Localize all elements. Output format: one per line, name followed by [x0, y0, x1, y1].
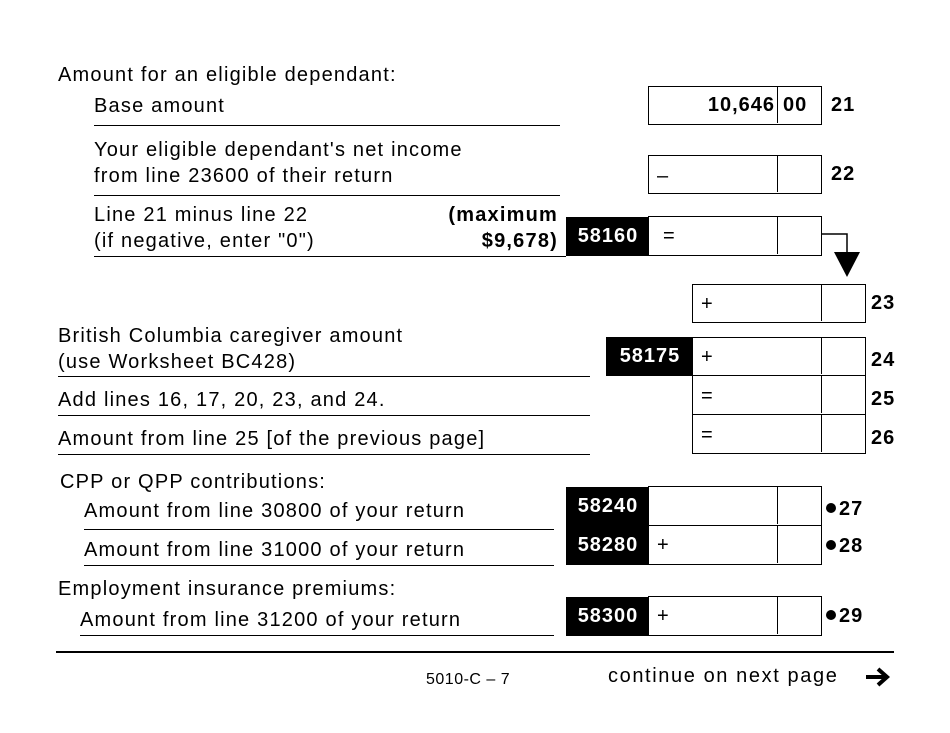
line-26-field[interactable]: [692, 414, 866, 454]
base-amount-label: Base amount: [94, 95, 226, 117]
line-27-field[interactable]: [648, 486, 822, 526]
equals-sign: =: [701, 385, 713, 407]
difference-label-2: (if negative, enter "0"): [94, 230, 315, 252]
code-58160: 58160: [566, 217, 650, 256]
cents-separator: [821, 338, 822, 374]
line-number-28: 28: [826, 534, 863, 558]
divider: [84, 529, 554, 530]
difference-label-1: Line 21 minus line 22: [94, 204, 309, 226]
net-income-label-1: Your eligible dependant's net income: [94, 139, 463, 161]
divider: [58, 454, 590, 455]
base-amount-dollars: 10,646: [707, 94, 775, 116]
plus-sign: +: [701, 293, 713, 315]
minus-sign: –: [657, 165, 669, 187]
bullet-icon: [826, 503, 836, 513]
line-58160-field[interactable]: [648, 216, 822, 256]
line-27-label: Amount from line 30800 of your return: [84, 500, 466, 522]
plus-sign: +: [657, 605, 669, 627]
line-22-field[interactable]: [648, 155, 822, 194]
footer-rule: [56, 651, 894, 653]
cents-separator: [821, 376, 822, 413]
code-58300: 58300: [566, 597, 650, 636]
equals-sign: =: [701, 424, 713, 446]
divider: [84, 565, 554, 566]
line-number-29: 29: [826, 604, 863, 628]
arrow-right-icon: [864, 666, 892, 688]
line-number-23: 23: [871, 292, 896, 314]
line-29-field[interactable]: [648, 596, 822, 636]
line-number-25: 25: [871, 388, 896, 410]
line-24-field[interactable]: [692, 337, 866, 376]
cents-separator: [777, 217, 778, 254]
form-page-id: 5010-C – 7: [426, 671, 511, 688]
cents-separator: [777, 526, 778, 563]
cents-separator: [821, 285, 822, 321]
caregiver-label-2: (use Worksheet BC428): [58, 351, 297, 373]
line-29-label: Amount from line 31200 of your return: [80, 609, 462, 631]
line-number-24: 24: [871, 349, 896, 371]
cpp-heading: CPP or QPP contributions:: [60, 471, 327, 493]
code-58175: 58175: [606, 337, 694, 376]
net-income-label-2: from line 23600 of their return: [94, 165, 394, 187]
divider: [94, 256, 566, 257]
bullet-icon: [826, 610, 836, 620]
section-heading-eligible-dependant: Amount for an eligible dependant:: [58, 64, 397, 86]
divider: [94, 195, 560, 196]
divider: [58, 415, 590, 416]
line-number-27: 27: [826, 497, 863, 521]
line-number-21: 21: [831, 94, 856, 116]
cents-separator: [777, 156, 778, 192]
base-amount-cents: 00: [783, 94, 808, 116]
cents-separator: [777, 597, 778, 634]
divider: [94, 125, 560, 126]
plus-sign: +: [701, 346, 713, 368]
divider: [58, 376, 590, 377]
cents-separator: [821, 415, 822, 452]
carry-down-arrow-icon: [820, 228, 870, 280]
line-23-field[interactable]: [692, 284, 866, 323]
bullet-icon: [826, 540, 836, 550]
line-number-26: 26: [871, 427, 896, 449]
line-26-label: Amount from line 25 [of the previous page]: [58, 428, 486, 450]
maximum-label-1: (maximum: [448, 204, 558, 226]
ei-heading: Employment insurance premiums:: [58, 578, 397, 600]
cents-separator: [777, 87, 778, 123]
divider: [80, 635, 554, 636]
code-58280: 58280: [566, 526, 650, 565]
code-58240: 58240: [566, 487, 650, 526]
line-28-field[interactable]: [648, 525, 822, 565]
maximum-label-2: $9,678): [481, 230, 558, 252]
plus-sign: +: [657, 534, 669, 556]
line-21-field[interactable]: [648, 86, 822, 125]
line-28-label: Amount from line 31000 of your return: [84, 539, 466, 561]
caregiver-label-1: British Columbia caregiver amount: [58, 325, 404, 347]
line-number-22: 22: [831, 163, 856, 185]
equals-sign: =: [663, 225, 675, 247]
cents-separator: [777, 487, 778, 524]
line-25-label: Add lines 16, 17, 20, 23, and 24.: [58, 389, 386, 411]
continue-text[interactable]: continue on next page: [608, 665, 839, 687]
line-25-field[interactable]: [692, 375, 866, 415]
